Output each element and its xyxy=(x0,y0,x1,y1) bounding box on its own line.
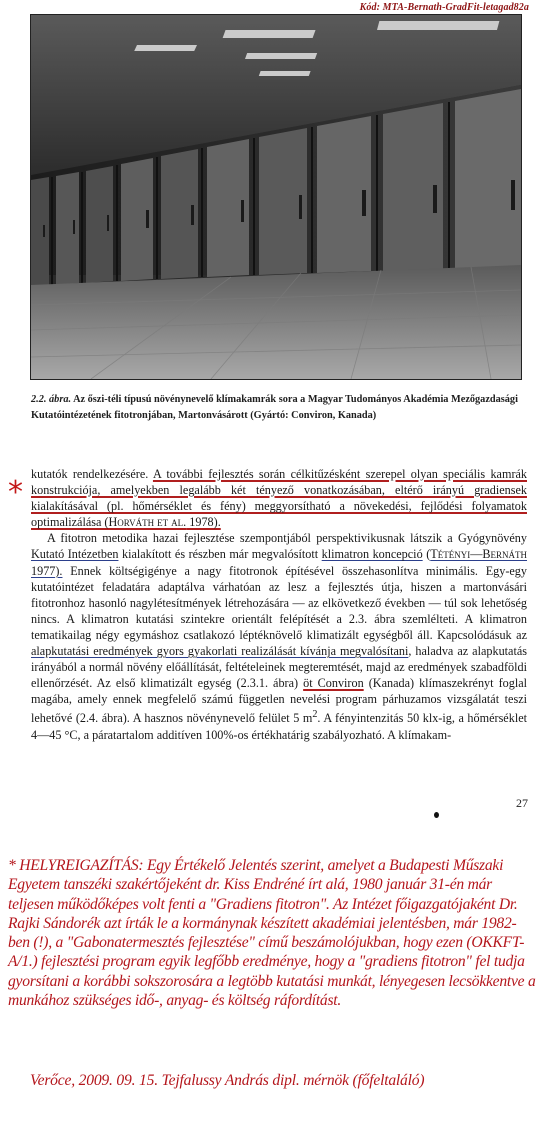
blue-underlined-goal: alapkutatási eredmények gyors gyakorlati realizálását kívánja megvalósítani xyxy=(31,644,409,659)
figure-caption-text: Az őszi-téli típusú növénynevelő klímakamrák sora a Magyar Tudományos Akadémia Mezőgazdasági Kutatóintézetének fitotronjában, Martonvásárott (Gyártó: Conviron, Kanada) xyxy=(31,394,518,421)
blue-underlined-institute: Kutató Intézetben xyxy=(31,547,119,562)
correction-note: * HELYREIGAZÍTÁS: Egy Értékelő Jelentés szerint, amelyet a Budapesti Műszaki Egyetem tanszéki szakértőjeként dr. Kiss Endréné írt alá, 1980 január 31-én már teljesen működőképes volt fenti a "Gradiens fitotron". Az Intézet főigazgatójaként Dr. Rajki Sándorék azt írták le a kormánynak készített akadémiai jelentésben, már 1982-ben (!), a "Gabonatermesztés fejlesztése" című beszámolójukban, hogy ezen (OKKFT- A/1.) fejlesztési program egyik legfőbb eredménye, hogy a "gradiens fitotron" fel tudja gyorsítani a korábbi sokszorosára a legtöbb kutatási munkát, lényegesen lecsökkentve a munkához szükséges idő-, anyag- és költség ráfordítást. xyxy=(8,857,536,1010)
figure-label: 2.2. ábra. xyxy=(31,394,72,405)
climate-chamber-photo xyxy=(31,15,521,379)
ink-dot xyxy=(434,812,439,818)
figure-photo xyxy=(30,14,522,380)
text-run: A fitotron metodika hazai fejlesztése szempontjából perspektivikusnak látszik a Gyógynövény xyxy=(47,531,527,546)
red-underlined-passage: A további fejlesztés során célkitűzésként szerepel olyan speciális kamrák konstrukciója, amelyekben legalább két tényező vonatkozásában, eltérő irányú gradiensek kialakításával (pl. hőmérséklet és fény) meggyorsítható a növekedési, fejlődési folyamatok optimalizálása ( xyxy=(31,467,528,530)
signature-line: Verőce, 2009. 09. 15. Tejfalussy András dipl. mérnök (főfeltaláló) xyxy=(30,1072,425,1089)
text-run: Ennek költségigénye a nagy fitotronok építésével összehasonlítva minimális. Egy-egy kutatóintézet feladatára adaptálva várhatóan az lesz a fejlesztés útja, hiszen a martonvásári fitotronhoz hasonló nagylétesítmények létrehozására — az elkövetkező években — túl sok lehetőség nincs. A klimatron kutatási szintekre orientált felépítését a 2.3. ábra szemlélteti. A klimatron tematikailag négy egymáshoz csatlakozó léptéknövelő klimatizált egységből áll. Kapcsolódásuk az xyxy=(31,563,527,642)
citation-author: Horváth et al. xyxy=(108,515,187,530)
citation-year-2: 1977). xyxy=(31,563,63,578)
figure-caption xyxy=(31,392,521,424)
paragraph-2 xyxy=(31,530,527,742)
page-number: 27 xyxy=(516,796,528,810)
body-text xyxy=(31,466,527,743)
text-run: . A fényintenzitás 50 klx-ig, a hőmérséklet 4—45 °C, a páratartalom additíven 100%-os értékhatárig szabályozható. A klímakam- xyxy=(31,711,527,742)
superscript-two: 2 xyxy=(312,709,318,721)
blue-underlined-concept: klimatron koncepció xyxy=(321,547,423,562)
citation-author-2: Tétényi—Bernáth xyxy=(430,547,528,562)
text-run: kialakított és részben már megvalósított xyxy=(118,547,322,562)
citation-year: 1978). xyxy=(186,515,221,530)
asterisk-mark-icon: * xyxy=(8,475,23,510)
text-run: feltételeinek megteremtését, majd az eredmények szabadföldi ellenőrzését. Az első klimatizált egység (2.3.1. ábra) xyxy=(31,660,528,691)
text-run: , haladva az alapkutatás irányából a normál növény előállítását, xyxy=(31,644,527,675)
document-code: Kód: MTA-Bernath-GradFit-letagad82a xyxy=(359,2,529,13)
text-run: ( xyxy=(422,547,431,562)
paragraph-1 xyxy=(31,466,527,530)
red-underlined-conviron: öt Conviron xyxy=(303,676,364,691)
text-run: kutatók rendelkezésére. xyxy=(31,467,153,481)
text-run: (Kanada) klímaszekrényt foglal magába, amely ennek megfelelő számú független nevelési program párhuzamos vizsgálatát teszi lehetővé (2.4. ábra). A hasznos növénynevelő felület 5 m xyxy=(31,676,527,726)
